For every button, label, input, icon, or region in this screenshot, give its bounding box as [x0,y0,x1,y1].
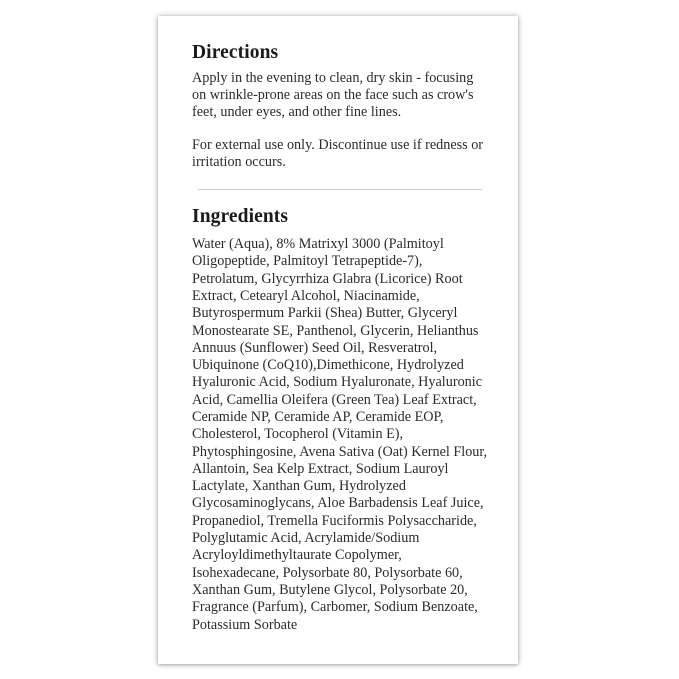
directions-paragraph-1: Apply in the evening to clean, dry skin - focusing on wrinkle-prone areas on the face such as crow's feet, under eyes, and other fine lines. [192,70,474,121]
section-divider [198,189,482,190]
ingredients-heading: Ingredients [192,206,289,228]
ingredients-list: Water (Aqua), 8% Matrixyl 3000 (Palmitoyl Oligopeptide, Palmitoyl Tetrapeptide-7), Petrolatum, Glycyrrhiza Glabra (Licorice) Root Extract, Cetearyl Alcohol, Niacinamide, Butyrospermum Parkii (Shea) Butter, Glyceryl Monostearate SE, Panthenol, Glycerin, Helianthus Annuus (Sunflower) Seed Oil, Resveratrol, Ubiquinone (CoQ10),Dimethicone, Hydrolyzed Hyaluronic Acid, Sodium Hyaluronate, Hyaluronic Acid, Camellia Oleifera (Green Tea) Leaf Extract, Ceramide NP, Ceramide AP, Ceramide EOP, Cholesterol, Tocopherol (Vitamin E), Phytosphingosine, Avena Sativa (Oat) Kernel Flour, Allantoin, Sea Kelp Extract, Sodium Lauroyl Lactylate, Xanthan Gum, Hydrolyzed Glycosaminoglycans, Aloe Barbadensis Leaf Juice, Propanediol, Tremella Fuciformis Polysaccharide, Polyglutamic Acid, Acrylamide/Sodium Acryloyldimethyltaurate Copolymer, Isohexadecane, Polysorbate 80, Polysorbate 60, Xanthan Gum, Butylene Glycol, Polysorbate 20, Fragrance (Parfum), Carbomer, Sodium Benzoate, Potassium Sorbate [192,236,488,633]
product-info-card [158,16,518,664]
directions-paragraph-2: For external use only. Discontinue use if redness or irritation occurs. [192,136,484,170]
paragraph-spacer [192,122,488,137]
directions-heading: Directions [192,42,279,63]
